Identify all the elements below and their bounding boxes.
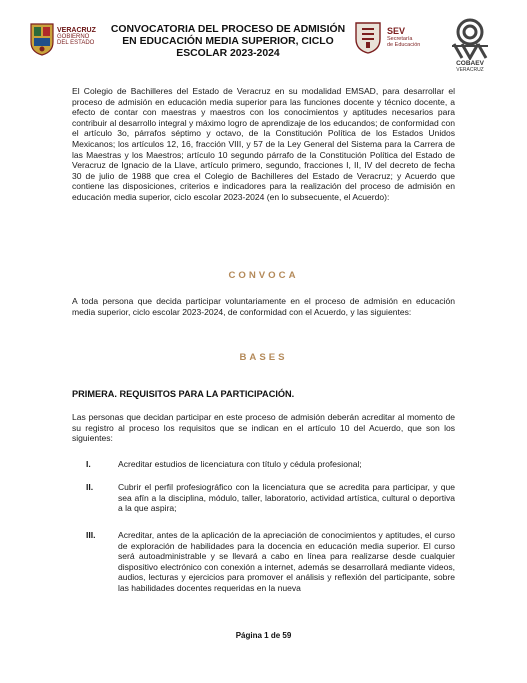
veracruz-logo-line: VERACRUZ xyxy=(57,27,96,34)
cobaev-logo-line: COBAEV xyxy=(456,60,484,67)
requirement-number: I. xyxy=(86,459,91,469)
requirement-text: Cubrir el perfil profesiográfico con la licenciatura que se acredita para participar, y que sea afín a la disciplina, módulo, taller, laboratorio, actividad artística, cultural o deportiva a la que aspira; xyxy=(118,482,455,514)
sev-logo xyxy=(353,20,433,64)
requirement-text: Acreditar, antes de la aplicación de la apreciación de conocimientos y aptitudes, el curso de exploración de habilidades para la docencia en educación media superior. El curso será autoadministrable y se llevará a cabo en línea para realizarse desde cualquier dispositivo electrónico con conexión a internet, además se desarrollará mediante videos, audios, lecturas y ejercicios para promover el análisis y reflexión del participante, sobre las habilidades docentes requeridas en la nueva xyxy=(118,530,455,593)
intro-paragraph: El Colegio de Bachilleres del Estado de Veracruz en su modalidad EMSAD, para desarrollar el proceso de admisión en educación media superior para las funciones docente y técnico docente, a efecto de contar con maestras y maestros con los conocimientos y aptitudes necesarios para contribuir al desarrollo integral y máximo logro de aprendizaje de los educandos; de conformidad con el artículo 3o, párrafos séptimo y octavo, de la Constitución Política de los Estados Unidos Mexicanos; los artículos 12, 16, fracción VIII, y 57 de la Ley General del Sistema para la Carrera de las Maestras y los Maestros; artículo 10 segundo párrafo de la Constitución Política del Estado de Veracruz de Ignacio de la Llave, artículo primero, segundo, fracciones I, II, IV del decreto de fecha 30 de julio de 1988 que crea el Colegio de Bachilleres del Estado de Veracruz; y Acuerdo que contiene las disposiciones, criterios e indicadores para la realización del proceso de admisión en educación media superior, ciclo escolar 2023-2024 (en lo subsecuente, el Acuerdo): xyxy=(72,86,455,202)
sev-logo-line: de Educación xyxy=(387,42,421,48)
convoca-heading: CONVOCA xyxy=(228,270,299,281)
page-header xyxy=(28,18,506,74)
veracruz-logo-text xyxy=(57,28,96,46)
document-title: CONVOCATORIA DEL PROCESO DE ADMISIÓN EN EDUCACIÓN MEDIA SUPERIOR, CICLO ESCOLAR 2023-2024 xyxy=(110,24,346,59)
sev-emblem-icon xyxy=(353,20,383,54)
requirement-text: Acreditar estudios de licenciatura con título y cédula profesional; xyxy=(118,459,362,469)
requirement-number: III. xyxy=(86,530,96,540)
requirement-number: II. xyxy=(86,482,94,492)
convoca-paragraph: A toda persona que decida participar voluntariamente en el proceso de admisión en educación media superior, ciclo escolar 2023-2024, de conformidad con el Acuerdo, y las siguientes: xyxy=(72,296,455,317)
section-intro-paragraph: Las personas que decidan participar en este proceso de admisión deberán acreditar al momento de su registro al proceso los requisitos que se indican en el artículo 10 del Acuerdo, que son los siguientes: xyxy=(72,412,455,444)
veracruz-logo-line: DEL ESTADO xyxy=(57,40,95,46)
sev-logo-name: SEV xyxy=(387,26,406,36)
page-number: Página 1 de 59 xyxy=(235,631,292,640)
veracruz-shield-icon xyxy=(30,22,54,56)
section-title: PRIMERA. REQUISITOS PARA LA PARTICIPACIÓN. xyxy=(72,389,295,399)
bases-heading: BASES xyxy=(239,352,288,363)
cobaev-emblem-icon xyxy=(440,18,500,60)
sev-logo-line: Secretaría xyxy=(387,36,413,42)
cobaev-logo-line: VERACRUZ xyxy=(456,67,484,73)
sev-logo-text xyxy=(387,26,420,48)
cobaev-logo-text xyxy=(440,61,500,73)
veracruz-logo-line: GOBIERNO xyxy=(57,34,90,40)
cobaev-logo xyxy=(440,18,506,74)
